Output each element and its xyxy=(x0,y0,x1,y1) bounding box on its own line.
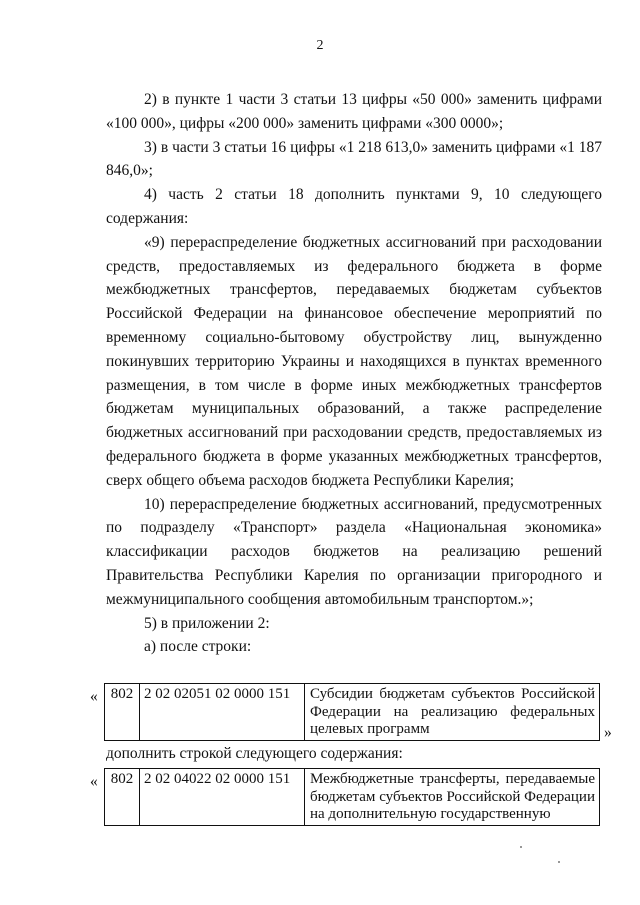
paragraph-point-9: «9) перераспределение бюджетных ассигнований при расходовании средств, предоставляемых из федерального бюджета в форме межбюджетных трансфертов, передаваемых бюджетам субъектов Российской Федерации на финансовое обеспечение мероприятий по временному социально-бытовому обустройству лиц, вынужденно покинувших территорию Украины и находящихся в пунктах временного размещения, в том числе в форме иных межбюджетных трансфертов бюджетам муниципальных образований, а также распределение бюджетных ассигнований при расходовании средств, предоставляемых из федерального бюджета в форме указанных межбюджетных трансфертов, сверх общего объема расходов бюджета Республики Карелия; xyxy=(106,233,602,489)
table-row xyxy=(105,769,600,826)
paragraph-add-row: дополнить строкой следующего содержания: xyxy=(106,745,403,762)
paragraph-subitem-a: а) после строки: xyxy=(144,638,252,656)
paragraph-item-4: 4) часть 2 статьи 18 дополнить пунктами 9, 10 следующего содержания: xyxy=(106,186,602,227)
scan-speck xyxy=(520,846,522,848)
budget-table-new-row xyxy=(104,768,600,826)
paragraph-point-10: 10) перераспределение бюджетных ассигнований, предусмотренных по подразделу «Транспорт» раздела «Национальная экономика» классификации расходов бюджетов на реализацию решений Правительства Республики Карелия по организации пригородного и межмуниципального сообщения автомобильным транспортом.»; xyxy=(106,495,602,608)
paragraph-item-2: 2) в пункте 1 части 3 статьи 13 цифры «50 000» заменить цифрами «100 000», цифры «200 000» заменить цифрами «300 0000»; xyxy=(106,91,602,132)
table1-open-quote: « xyxy=(90,688,98,705)
table2-open-quote: « xyxy=(90,773,98,790)
kbk-code-cell: 2 02 04022 02 0000 151 xyxy=(140,769,305,826)
description-cell: Субсидии бюджетам субъектов Российской Федерации на реализацию федеральных целевых программ xyxy=(305,684,600,741)
page-number: 2 xyxy=(316,38,324,53)
kbk-code-cell: 2 02 02051 02 0000 151 xyxy=(140,684,305,741)
description-cell: Межбюджетные трансферты, передаваемые бюджетам субъектов Российской Федерации на дополнительную государственную xyxy=(305,769,600,826)
document-body xyxy=(106,88,602,659)
table-row xyxy=(105,684,600,741)
paragraph-item-5: 5) в приложении 2: xyxy=(144,614,270,632)
admin-code-cell: 802 xyxy=(105,684,140,741)
table1-close-quote: » xyxy=(604,724,612,741)
scan-speck xyxy=(558,861,560,863)
budget-table-existing-row xyxy=(104,683,600,741)
paragraph-item-3: 3) в части 3 статьи 16 цифры «1 218 613,0» заменить цифрами «1 187 846,0»; xyxy=(106,138,602,180)
admin-code-cell: 802 xyxy=(105,769,140,826)
